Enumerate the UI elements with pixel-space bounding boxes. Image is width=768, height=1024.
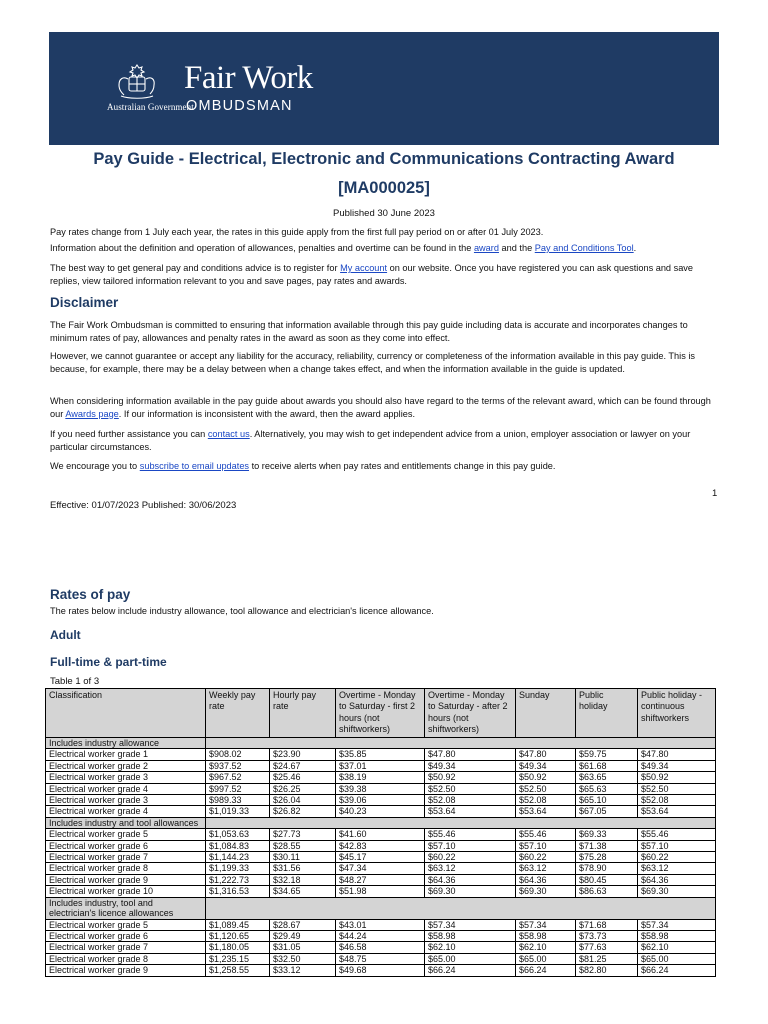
pay-rates-table <box>45 688 716 977</box>
table-row <box>46 852 716 863</box>
brand-subtitle: OMBUDSMAN <box>186 98 293 114</box>
rate-cell: $57.34 <box>516 919 576 930</box>
rate-cell: $80.45 <box>576 874 638 885</box>
classification-cell: Electrical worker grade 8 <box>46 863 206 874</box>
rate-cell: $65.00 <box>638 953 716 964</box>
rate-cell: $1,089.45 <box>206 919 270 930</box>
rate-cell: $39.06 <box>336 795 425 806</box>
classification-cell: Electrical worker grade 4 <box>46 806 206 817</box>
rate-cell: $1,235.15 <box>206 953 270 964</box>
rate-cell: $64.36 <box>425 874 516 885</box>
column-header: Sunday <box>516 689 576 738</box>
classification-cell: Electrical worker grade 6 <box>46 930 206 941</box>
rate-cell: $47.80 <box>638 749 716 760</box>
table-row <box>46 749 716 760</box>
rate-cell: $63.65 <box>576 772 638 783</box>
rate-cell: $60.22 <box>638 852 716 863</box>
rate-cell: $71.68 <box>576 919 638 930</box>
rate-cell: $50.92 <box>425 772 516 783</box>
rate-cell: $32.50 <box>270 953 336 964</box>
rate-cell: $34.65 <box>270 886 336 897</box>
rate-cell: $1,316.53 <box>206 886 270 897</box>
rate-cell: $48.75 <box>336 953 425 964</box>
rate-cell: $57.34 <box>638 919 716 930</box>
rate-cell: $52.08 <box>638 795 716 806</box>
rate-cell: $1,222.73 <box>206 874 270 885</box>
column-header: Public holiday <box>576 689 638 738</box>
table-row <box>46 919 716 930</box>
classification-cell: Electrical worker grade 9 <box>46 965 206 976</box>
table-row <box>46 829 716 840</box>
coat-of-arms-icon <box>115 62 159 100</box>
rate-cell: $52.50 <box>516 783 576 794</box>
rate-cell: $66.24 <box>516 965 576 976</box>
table-row <box>46 930 716 941</box>
rate-cell: $37.01 <box>336 760 425 771</box>
table-row <box>46 772 716 783</box>
rate-cell: $78.90 <box>576 863 638 874</box>
rate-cell: $1,084.83 <box>206 840 270 851</box>
rate-cell: $26.25 <box>270 783 336 794</box>
rate-cell: $50.92 <box>638 772 716 783</box>
rate-cell: $81.25 <box>576 953 638 964</box>
column-header: Weekly pay rate <box>206 689 270 738</box>
rate-cell: $53.64 <box>516 806 576 817</box>
rate-cell: $65.00 <box>425 953 516 964</box>
rate-cell: $28.67 <box>270 919 336 930</box>
rate-cell: $52.50 <box>638 783 716 794</box>
rate-cell: $967.52 <box>206 772 270 783</box>
column-header: Overtime - Monday to Saturday - first 2 hours (not shiftworkers) <box>336 689 425 738</box>
rate-cell: $66.24 <box>638 965 716 976</box>
rate-cell: $989.33 <box>206 795 270 806</box>
rate-cell: $55.46 <box>425 829 516 840</box>
rate-cell: $65.10 <box>576 795 638 806</box>
award-link[interactable]: award <box>473 243 499 253</box>
rate-cell: $86.63 <box>576 886 638 897</box>
rate-cell: $57.10 <box>516 840 576 851</box>
group-label: Includes industry and tool allowances <box>46 817 206 828</box>
rate-cell: $52.08 <box>425 795 516 806</box>
header-banner <box>49 32 719 145</box>
rate-cell: $26.04 <box>270 795 336 806</box>
group-filler <box>206 817 716 828</box>
table-group-row <box>46 817 716 828</box>
rate-cell: $75.28 <box>576 852 638 863</box>
rate-cell: $28.55 <box>270 840 336 851</box>
table-caption: Table 1 of 3 <box>50 676 100 687</box>
table-row <box>46 795 716 806</box>
intro-paragraph-2: Information about the definition and operation of allowances, penalties and overtime can be found in the award and the Pay and Conditions Tool. <box>50 243 637 253</box>
rate-cell: $66.24 <box>425 965 516 976</box>
disclaimer-heading: Disclaimer <box>50 295 119 310</box>
rate-cell: $63.12 <box>516 863 576 874</box>
rate-cell: $63.12 <box>425 863 516 874</box>
table-row <box>46 840 716 851</box>
column-header: Classification <box>46 689 206 738</box>
table-row <box>46 874 716 885</box>
classification-cell: Electrical worker grade 7 <box>46 942 206 953</box>
rate-cell: $69.30 <box>638 886 716 897</box>
classification-cell: Electrical worker grade 1 <box>46 749 206 760</box>
rate-cell: $30.11 <box>270 852 336 863</box>
published-date: Published 30 June 2023 <box>333 208 435 219</box>
classification-cell: Electrical worker grade 6 <box>46 840 206 851</box>
rate-cell: $40.23 <box>336 806 425 817</box>
page-title: Pay Guide - Electrical, Electronic and Communications Contracting Award <box>93 150 675 168</box>
rate-cell: $44.24 <box>336 930 425 941</box>
adult-heading: Adult <box>50 628 81 642</box>
group-label: Includes industry allowance <box>46 738 206 749</box>
group-label: Includes industry, tool and electrician's licence allowances <box>46 897 206 919</box>
rate-cell: $49.34 <box>516 760 576 771</box>
rate-cell: $58.98 <box>638 930 716 941</box>
disclaimer-paragraph-2: However, we cannot guarantee or accept any liability for the accuracy, reliability, currency or completeness of the information available in this pay guide. This is because, for example, there may be a delay between when a change takes effect, and when the information available in the guide is updated. <box>50 351 695 374</box>
rate-cell: $53.64 <box>425 806 516 817</box>
classification-cell: Electrical worker grade 8 <box>46 953 206 964</box>
classification-cell: Electrical worker grade 10 <box>46 886 206 897</box>
rates-description: The rates below include industry allowance, tool allowance and electrician's licence allowance. <box>50 606 434 616</box>
rate-cell: $65.00 <box>516 953 576 964</box>
classification-cell: Electrical worker grade 7 <box>46 852 206 863</box>
rate-cell: $55.46 <box>516 829 576 840</box>
rate-cell: $50.92 <box>516 772 576 783</box>
rate-cell: $57.10 <box>425 840 516 851</box>
table-header-row <box>46 689 716 738</box>
column-header: Hourly pay rate <box>270 689 336 738</box>
disclaimer-paragraph-5: We encourage you to subscribe to email updates to receive alerts when pay rates and entitlements change in this pay guide. <box>50 461 556 471</box>
rate-cell: $71.38 <box>576 840 638 851</box>
rate-cell: $69.30 <box>516 886 576 897</box>
rate-cell: $32.18 <box>270 874 336 885</box>
table-row <box>46 863 716 874</box>
rate-cell: $997.52 <box>206 783 270 794</box>
rate-cell: $48.27 <box>336 874 425 885</box>
rate-cell: $65.63 <box>576 783 638 794</box>
rate-cell: $42.83 <box>336 840 425 851</box>
rate-cell: $39.38 <box>336 783 425 794</box>
rate-cell: $58.98 <box>516 930 576 941</box>
column-header: Overtime - Monday to Saturday - after 2 hours (not shiftworkers) <box>425 689 516 738</box>
rate-cell: $41.60 <box>336 829 425 840</box>
rates-heading: Rates of pay <box>50 587 131 602</box>
intro-paragraph-1: Pay rates change from 1 July each year, the rates in this guide apply from the first full pay period on or after 01 July 2023. <box>50 227 544 237</box>
award-code: [MA000025] <box>338 179 430 197</box>
intro-paragraph-3: The best way to get general pay and conditions advice is to register for My account on our website. Once you have registered you can ask questions and save replies, view tailored information relevant to you and save pages, pay rates and awards. <box>50 263 694 286</box>
classification-cell: Electrical worker grade 9 <box>46 874 206 885</box>
rate-cell: $73.73 <box>576 930 638 941</box>
rate-cell: $69.33 <box>576 829 638 840</box>
rate-cell: $64.36 <box>638 874 716 885</box>
rate-cell: $52.08 <box>516 795 576 806</box>
page-number: 1 <box>712 488 718 499</box>
contact-us-link[interactable]: contact us <box>207 429 250 439</box>
australian-government-text: Australian Government <box>107 102 194 112</box>
rate-cell: $51.98 <box>336 886 425 897</box>
rate-cell: $49.68 <box>336 965 425 976</box>
rate-cell: $53.64 <box>638 806 716 817</box>
rate-cell: $31.05 <box>270 942 336 953</box>
rate-cell: $1,180.05 <box>206 942 270 953</box>
rate-cell: $69.30 <box>425 886 516 897</box>
rate-cell: $35.85 <box>336 749 425 760</box>
effective-date: Effective: 01/07/2023 Published: 30/06/2023 <box>50 500 237 511</box>
rate-cell: $25.46 <box>270 772 336 783</box>
rate-cell: $47.34 <box>336 863 425 874</box>
subscribe-link[interactable]: subscribe to email updates <box>139 461 250 471</box>
my-account-link[interactable]: My account <box>340 263 388 273</box>
rate-cell: $47.80 <box>516 749 576 760</box>
rate-cell: $57.34 <box>425 919 516 930</box>
rate-cell: $1,120.65 <box>206 930 270 941</box>
table-group-row <box>46 897 716 919</box>
table-row <box>46 760 716 771</box>
brand-name: Fair Work <box>184 60 313 96</box>
rate-cell: $1,199.33 <box>206 863 270 874</box>
disclaimer-paragraph-4: If you need further assistance you can contact us. Alternatively, you may wish to get independent advice from a union, employer association or lawyer on your particular circumstances. <box>50 429 691 452</box>
classification-cell: Electrical worker grade 5 <box>46 919 206 930</box>
rate-cell: $61.68 <box>576 760 638 771</box>
table-row <box>46 806 716 817</box>
rate-cell: $60.22 <box>425 852 516 863</box>
table-row <box>46 942 716 953</box>
rate-cell: $77.63 <box>576 942 638 953</box>
disclaimer-paragraph-1: The Fair Work Ombudsman is committed to ensuring that information available through this pay guide including data is accurate and incorporates changes to minimum rates of pay, allowances and penalty rates in the award as soon as they come into effect. <box>50 320 688 343</box>
disclaimer-paragraph-3: When considering information available in the pay guide about awards you should also have regard to the terms of the relevant award, which can be found through our Awards page. If our information is inconsistent with the award, then the award applies. <box>50 396 711 419</box>
rate-cell: $45.17 <box>336 852 425 863</box>
rate-cell: $62.10 <box>638 942 716 953</box>
rate-cell: $43.01 <box>336 919 425 930</box>
classification-cell: Electrical worker grade 3 <box>46 795 206 806</box>
rate-cell: $55.46 <box>638 829 716 840</box>
rate-cell: $49.34 <box>638 760 716 771</box>
rate-cell: $33.12 <box>270 965 336 976</box>
rate-cell: $49.34 <box>425 760 516 771</box>
full-time-heading: Full-time & part-time <box>50 655 167 669</box>
table-row <box>46 783 716 794</box>
classification-cell: Electrical worker grade 4 <box>46 783 206 794</box>
group-filler <box>206 738 716 749</box>
rate-cell: $82.80 <box>576 965 638 976</box>
rate-cell: $64.36 <box>516 874 576 885</box>
rate-cell: $937.52 <box>206 760 270 771</box>
rate-cell: $29.49 <box>270 930 336 941</box>
rate-cell: $46.58 <box>336 942 425 953</box>
rate-cell: $47.80 <box>425 749 516 760</box>
table-row <box>46 965 716 976</box>
rate-cell: $1,258.55 <box>206 965 270 976</box>
table-group-row <box>46 738 716 749</box>
table-row <box>46 953 716 964</box>
rate-cell: $23.90 <box>270 749 336 760</box>
rate-cell: $67.05 <box>576 806 638 817</box>
classification-cell: Electrical worker grade 2 <box>46 760 206 771</box>
classification-cell: Electrical worker grade 5 <box>46 829 206 840</box>
column-header: Public holiday - continuous shiftworkers <box>638 689 716 738</box>
pay-conditions-tool-link[interactable]: Pay and Conditions Tool <box>534 243 634 253</box>
rate-cell: $52.50 <box>425 783 516 794</box>
classification-cell: Electrical worker grade 3 <box>46 772 206 783</box>
rate-cell: $58.98 <box>425 930 516 941</box>
rate-cell: $908.02 <box>206 749 270 760</box>
rate-cell: $59.75 <box>576 749 638 760</box>
rate-cell: $1,053.63 <box>206 829 270 840</box>
rate-cell: $60.22 <box>516 852 576 863</box>
group-filler <box>206 897 716 919</box>
rate-cell: $26.82 <box>270 806 336 817</box>
rate-cell: $1,144.23 <box>206 852 270 863</box>
rate-cell: $63.12 <box>638 863 716 874</box>
rate-cell: $38.19 <box>336 772 425 783</box>
rate-cell: $57.10 <box>638 840 716 851</box>
rate-cell: $1,019.33 <box>206 806 270 817</box>
rate-cell: $62.10 <box>425 942 516 953</box>
rate-cell: $27.73 <box>270 829 336 840</box>
rate-cell: $31.56 <box>270 863 336 874</box>
rate-cell: $24.67 <box>270 760 336 771</box>
table-row <box>46 886 716 897</box>
rate-cell: $62.10 <box>516 942 576 953</box>
awards-page-link[interactable]: Awards page <box>65 408 119 419</box>
